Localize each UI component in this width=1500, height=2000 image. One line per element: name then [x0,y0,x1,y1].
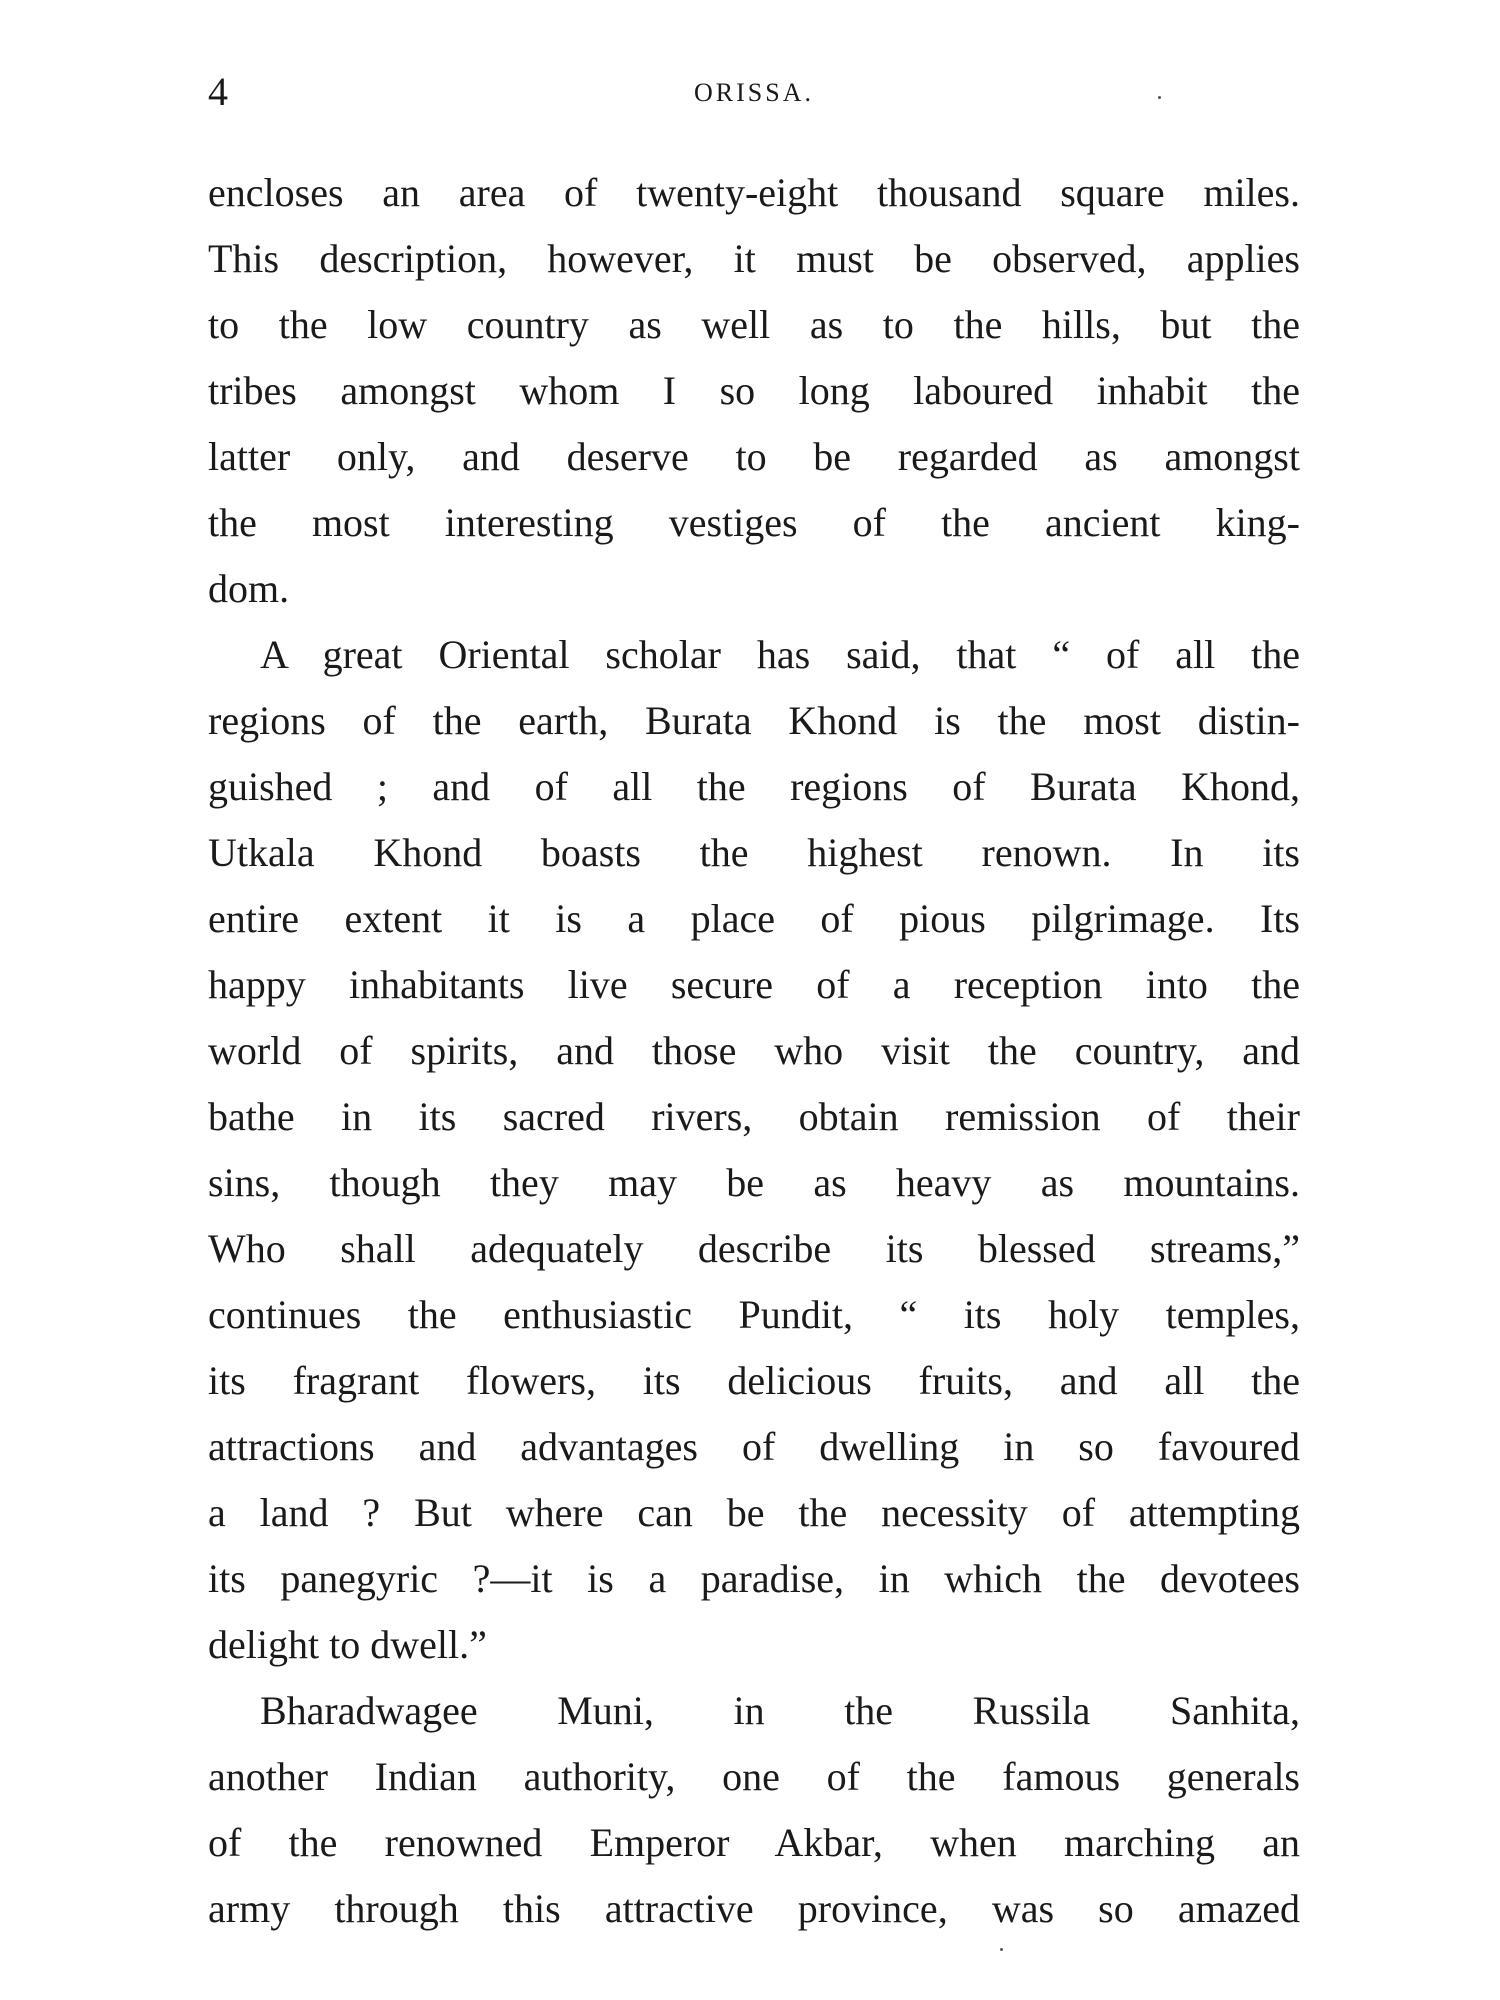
print-speck [1158,96,1161,99]
page-header [208,68,1300,128]
text-line: This description, however, it must be observed, applies [208,236,1300,281]
text-line: regions of the earth, Burata Khond is the most distin- [208,698,1300,743]
text-line: dom. [208,566,290,611]
running-head: ORISSA. [694,78,814,107]
text-line: Utkala Khond boasts the highest renown. In its [208,830,1300,875]
print-speck [1000,1948,1003,1951]
paragraph-3 [208,1678,1300,1942]
text-line: A great Oriental scholar has said, that “ of all the [260,632,1300,677]
text-line: tribes amongst whom I so long laboured inhabit the [208,368,1300,413]
text-line: attractions and advantages of dwelling in so favoured [208,1424,1300,1469]
text-line: sins, though they may be as heavy as mountains. [208,1160,1300,1205]
text-line: Bharadwagee Muni, in the Russila Sanhita, [260,1688,1300,1733]
text-line: of the renowned Emperor Akbar, when marching an [208,1820,1300,1865]
text-line: encloses an area of twenty-eight thousand square miles. [208,170,1300,215]
text-line: happy inhabitants live secure of a reception into the [208,962,1300,1007]
text-line: world of spirits, and those who visit the country, and [208,1028,1300,1073]
text-line: a land ? But where can be the necessity of attempting [208,1490,1300,1535]
text-line: to the low country as well as to the hills, but the [208,302,1300,347]
text-line: delight to dwell.” [208,1622,487,1667]
text-line: army through this attractive province, was so amazed [208,1886,1300,1931]
text-line: entire extent it is a place of pious pilgrimage. Its [208,896,1300,941]
text-line: Who shall adequately describe its blessed streams,” [208,1226,1300,1271]
text-line: another Indian authority, one of the famous generals [208,1754,1300,1799]
text-line: its panegyric ?—it is a paradise, in which the devotees [208,1556,1300,1601]
paragraph-2 [208,622,1300,1678]
body-text [208,160,1300,1942]
text-line: bathe in its sacred rivers, obtain remission of their [208,1094,1300,1139]
page-number: 4 [208,69,228,114]
text-line: guished ; and of all the regions of Burata Khond, [208,764,1300,809]
text-line: the most interesting vestiges of the ancient king- [208,500,1300,545]
text-line: latter only, and deserve to be regarded as amongst [208,434,1300,479]
paragraph-1 [208,160,1300,622]
text-line: its fragrant flowers, its delicious fruits, and all the [208,1358,1300,1403]
text-line: continues the enthusiastic Pundit, “ its holy temples, [208,1292,1300,1337]
